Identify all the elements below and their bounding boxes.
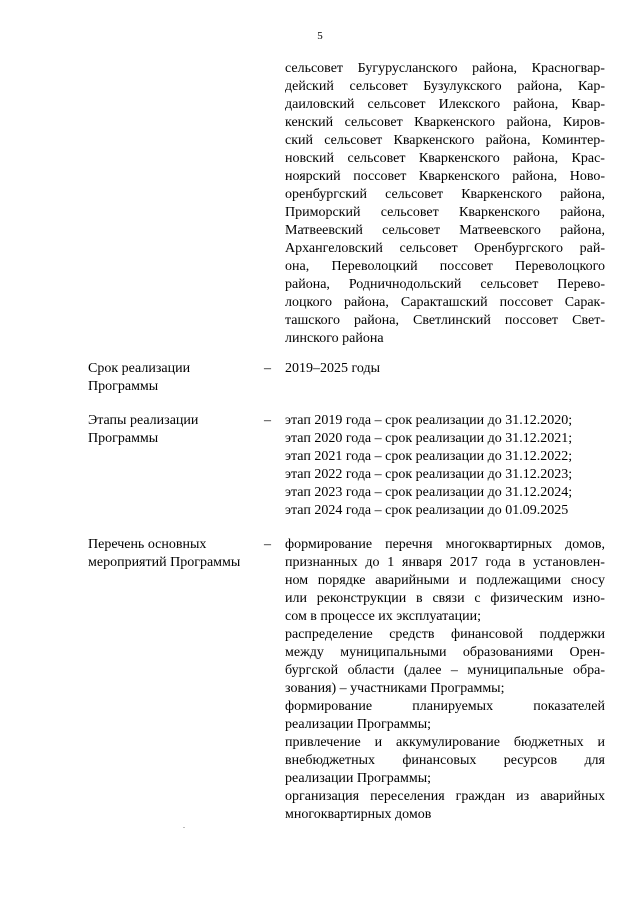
word: поссовет	[353, 169, 407, 184]
value-line	[285, 698, 605, 716]
text-line	[285, 204, 605, 222]
text-line	[285, 276, 605, 294]
word: Кваркенского	[414, 115, 495, 130]
value-line	[285, 590, 605, 608]
word: Приморский	[285, 205, 361, 220]
dash: –	[264, 361, 271, 376]
word: Архангеловский	[285, 241, 383, 256]
word: района,	[513, 151, 559, 166]
word: сельсовет	[347, 151, 406, 166]
word: домов,	[565, 537, 605, 552]
word: связи	[432, 591, 465, 606]
word: многоквартирных	[445, 537, 553, 552]
word: до	[365, 555, 380, 570]
word: в	[416, 591, 423, 606]
word: рай-	[579, 241, 605, 256]
word: Коминтер-	[541, 133, 605, 148]
word: ташского	[285, 313, 340, 328]
program-term-label	[88, 360, 263, 396]
text-line	[285, 114, 605, 132]
value-line	[285, 536, 605, 554]
word: Кваркенского	[461, 187, 543, 202]
word: бургской	[285, 663, 339, 678]
word: сельсовет	[380, 205, 439, 220]
text-line	[285, 222, 605, 240]
text-line	[285, 150, 605, 168]
word: Кваркенского	[418, 151, 500, 166]
word: и	[374, 735, 383, 750]
word: формирование	[285, 699, 373, 714]
word: года	[485, 555, 511, 570]
text-line	[285, 258, 605, 276]
word: организация	[285, 789, 360, 804]
word: района,	[513, 97, 559, 112]
word: района,	[285, 277, 330, 292]
text-line	[285, 168, 605, 186]
word: района,	[343, 295, 389, 310]
word: Перево-	[557, 277, 605, 292]
value-line	[285, 572, 605, 590]
word: района,	[485, 133, 531, 148]
word: Кваркенского	[393, 133, 475, 148]
word: Красногвар-	[531, 61, 605, 76]
word: сельсовет	[367, 97, 426, 112]
word: 2017	[449, 555, 478, 570]
word: образованиями	[462, 645, 554, 660]
word: или	[285, 591, 307, 606]
word: и	[597, 735, 605, 750]
word: Кваркенского	[458, 205, 540, 220]
dash: –	[264, 537, 271, 552]
word: января	[402, 555, 443, 570]
word: района,	[472, 61, 518, 76]
word: ноярский	[285, 169, 341, 184]
word: в	[518, 555, 526, 570]
word: подлежащими	[476, 573, 562, 588]
word: Киров-	[562, 115, 605, 130]
word: формирование	[285, 537, 373, 552]
word: между	[285, 645, 324, 660]
page-number: 5	[317, 30, 323, 42]
text-line	[285, 78, 605, 96]
word: Саракташский	[400, 295, 488, 310]
word: Матвеевский	[285, 223, 363, 238]
value-line: этап 2024 года – срок реализации до 01.09.2025	[285, 503, 569, 518]
word: средств	[389, 627, 435, 642]
text-line	[285, 132, 605, 150]
word: муниципальными	[340, 645, 447, 660]
label-line: Перечень основных	[88, 537, 207, 552]
word: Ново-	[569, 169, 605, 184]
word: финансовых	[402, 753, 477, 768]
text-line: линского района	[285, 331, 384, 346]
label-line: мероприятий Программы	[88, 555, 241, 570]
word: она,	[285, 259, 310, 274]
word: ресурсов	[503, 753, 558, 768]
word: района,	[560, 223, 605, 238]
word: Кар-	[577, 79, 605, 94]
word: сельсовет	[285, 61, 344, 76]
program-term-value	[285, 360, 605, 378]
word: сельсовет	[349, 79, 408, 94]
text-line	[285, 96, 605, 114]
word: Светлинский	[413, 313, 491, 328]
word: даиловский	[285, 97, 355, 112]
dash: –	[264, 413, 271, 428]
word: ном	[285, 573, 309, 588]
word: реконструкции	[316, 591, 407, 606]
value-line: этап 2022 года – срок реализации до 31.12.2023;	[285, 467, 573, 482]
word: поссовет	[499, 295, 553, 310]
label-line: Программы	[88, 379, 159, 394]
word: Матвеевского	[459, 223, 541, 238]
word: порядке	[317, 573, 366, 588]
word: сельсовет	[480, 277, 539, 292]
word: кенский	[285, 115, 334, 130]
main-activities-value	[285, 536, 605, 824]
word: и	[459, 573, 467, 588]
text-line	[285, 294, 605, 312]
value-line: многоквартирных домов	[285, 807, 432, 822]
word: лоцкого	[285, 295, 332, 310]
word: поссовет	[504, 313, 559, 328]
word: сельсовет	[399, 241, 458, 256]
word: Родничнодольский	[348, 277, 462, 292]
word: –	[450, 663, 458, 678]
word: привлечение	[285, 735, 361, 750]
word: Переволоцкого	[515, 259, 605, 274]
word: муниципальные	[467, 663, 564, 678]
label-line: Программы	[88, 431, 159, 446]
word: района,	[560, 187, 605, 202]
word: Оренбургского	[474, 241, 564, 256]
word: установлен-	[532, 555, 605, 570]
main-activities-label	[88, 536, 263, 572]
word: Переволоцкий	[331, 259, 418, 274]
word: показателей	[533, 699, 605, 714]
word: распределение	[285, 627, 373, 642]
word: бюджетных	[513, 735, 584, 750]
value-line: сом в процессе их эксплуатации;	[285, 609, 481, 624]
value-line: этап 2019 года – срок реализации до 31.12.2020;	[285, 413, 573, 428]
word: сносу	[570, 573, 605, 588]
word: поссовет	[439, 259, 493, 274]
word: планируемых	[412, 699, 494, 714]
word: поддержки	[539, 627, 605, 642]
word: Крас-	[571, 151, 605, 166]
value-line	[285, 554, 605, 572]
word: оренбургский	[285, 187, 368, 202]
text-line	[285, 60, 605, 78]
word: переселения	[370, 789, 445, 804]
word: для	[584, 753, 605, 768]
label-line: Этапы реализации	[88, 413, 199, 428]
word: аккумулирование	[396, 735, 500, 750]
text-line	[285, 240, 605, 258]
word: района,	[560, 205, 605, 220]
word: аварийными	[375, 573, 450, 588]
word: района,	[512, 169, 558, 184]
text-line	[285, 312, 605, 330]
word: Бугурусланского	[357, 61, 458, 76]
word: Сарак-	[564, 295, 605, 310]
word: аварийных	[540, 789, 605, 804]
word: сельсовет	[385, 187, 444, 202]
word: признанных	[285, 555, 358, 570]
word: ский	[285, 133, 313, 148]
word: изно-	[572, 591, 605, 606]
value-line	[285, 644, 605, 662]
word: финансовой	[451, 627, 523, 642]
word: 1	[387, 555, 395, 570]
word: сельсовет	[324, 133, 383, 148]
word: района,	[517, 79, 563, 94]
word: (далее	[403, 663, 442, 678]
word: района,	[506, 115, 552, 130]
word: Кваркенского	[418, 169, 500, 184]
value-line: реализации Программы;	[285, 771, 432, 786]
word: области	[347, 663, 395, 678]
label-line: Срок реализации	[88, 361, 191, 376]
word: Илекского	[438, 97, 501, 112]
word: новский	[285, 151, 335, 166]
word: перечня	[385, 537, 433, 552]
value-line: этап 2021 года – срок реализации до 31.12.2022;	[285, 449, 573, 464]
scan-speck	[183, 827, 185, 828]
value-line: этап 2023 года – срок реализации до 31.12.2024;	[285, 485, 573, 500]
value-line: этап 2020 года – срок реализации до 31.12.2021;	[285, 431, 573, 446]
word: внебюджетных	[285, 753, 376, 768]
word: Орен-	[569, 645, 605, 660]
value-line	[285, 626, 605, 644]
value-line	[285, 788, 605, 806]
word: из	[516, 789, 530, 804]
value-line: реализации Программы;	[285, 717, 432, 732]
word: с	[474, 591, 481, 606]
word: сельсовет	[344, 115, 403, 130]
municipalities-list	[285, 60, 605, 348]
program-stages-label	[88, 412, 263, 448]
word: Свет-	[572, 313, 605, 328]
word: сельсовет	[382, 223, 441, 238]
value-line	[285, 662, 605, 680]
value-line: 2019–2025 годы	[285, 361, 381, 376]
text-line	[285, 186, 605, 204]
word: Бузулукского	[423, 79, 502, 94]
value-line: зования) – участниками Программы;	[285, 681, 505, 696]
program-stages-value	[285, 412, 605, 520]
value-line	[285, 734, 605, 752]
word: дейский	[285, 79, 334, 94]
word: физическим	[490, 591, 563, 606]
word: района,	[354, 313, 399, 328]
value-line	[285, 752, 605, 770]
word: Квар-	[571, 97, 605, 112]
word: обра-	[572, 663, 605, 678]
word: граждан	[455, 789, 506, 804]
